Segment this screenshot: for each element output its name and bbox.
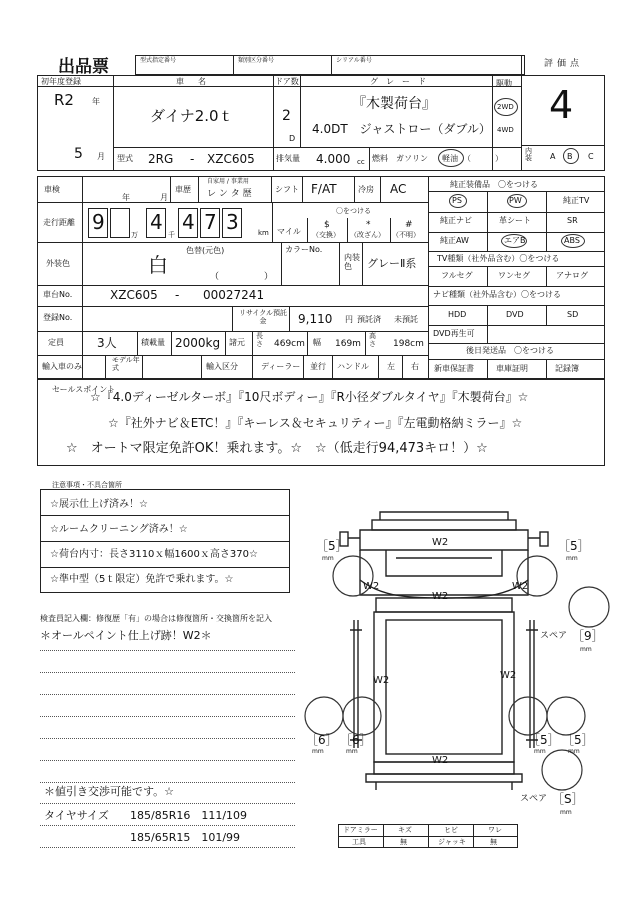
- post-header: 後日発送品 〇をつける: [466, 346, 554, 355]
- spare-tread-2-unit: mm: [560, 809, 572, 816]
- equipment-header: 純正装備品 〇をつける: [450, 180, 538, 189]
- deposited: 預託済: [357, 315, 381, 324]
- displacement-unit: cc: [357, 158, 365, 166]
- spare-tread-2: ［S］: [552, 792, 584, 806]
- spare-wheel-2: [542, 750, 582, 790]
- parts-head-crack: ヒビ: [444, 826, 458, 834]
- tread-front-left: ［5］: [316, 539, 348, 553]
- sheet-title: 出品票: [58, 57, 109, 77]
- mileage-circle-hint: 〇をつける: [336, 207, 371, 215]
- post-garage-cert: 車庫証明: [496, 364, 528, 373]
- mileage-digit-4: 7: [204, 210, 217, 234]
- damage-w2-right-door: W2: [512, 581, 529, 592]
- length-label: 長さ: [256, 332, 263, 348]
- damage-w2-roof: W2: [432, 537, 449, 548]
- history-label: 車歴: [175, 185, 191, 194]
- serial-label: シリアル番号: [336, 57, 372, 64]
- displacement-value: 4.000: [316, 152, 351, 166]
- tread-rear-right-outer: ［5］: [562, 733, 594, 747]
- orig-color-paren: （ ）: [210, 272, 274, 282]
- interior-grade-b: B: [567, 152, 573, 161]
- doors-label: ドア数: [275, 77, 299, 86]
- tread-front-left-unit: mm: [322, 555, 334, 562]
- width-value: 169m: [335, 339, 361, 349]
- inspection-label: 車検: [44, 185, 60, 194]
- load-value: 2000kg: [175, 336, 221, 350]
- not-deposited: 未預託: [394, 315, 418, 324]
- tread-rear-right-inner-unit: mm: [534, 748, 546, 755]
- grade-line1: 『木製荷台』: [352, 96, 436, 112]
- equip-airbag: エアB: [504, 236, 526, 245]
- spare-label-1: スペア: [540, 631, 568, 641]
- interior-grade-c: C: [588, 152, 594, 161]
- reg-label: 登録No.: [43, 313, 73, 322]
- equip-leather: 革シート: [499, 216, 531, 225]
- navi-sd: SD: [567, 310, 579, 319]
- tread-rear-left-outer: ［6］: [306, 733, 338, 747]
- length-value: 469cm: [274, 339, 305, 349]
- score-value: 4: [549, 83, 574, 127]
- model-code-label: 型式指定番号: [140, 57, 177, 64]
- damage-w2-front: W2: [432, 591, 449, 602]
- note-line-1: ☆展示仕上げ済み！☆: [50, 499, 148, 510]
- car-name-label: 車名: [176, 77, 220, 86]
- mileage-opt-unknown-sub: （不明）: [392, 231, 420, 239]
- first-reg-label: 初年度登録: [41, 77, 81, 86]
- exterior-value: 白: [148, 253, 168, 277]
- color-no-label: カラーNo.: [285, 245, 323, 254]
- height-value: 198cm: [393, 339, 424, 349]
- mileage-digit-2: 4: [150, 210, 163, 234]
- tread-rear-right-outer-unit: mm: [568, 748, 580, 755]
- damage-w2-left-door: W2: [363, 581, 380, 592]
- parts-jack-value: 無: [490, 838, 497, 846]
- parts-jack-label: ジャッキ: [438, 838, 466, 846]
- fuel-diesel: 軽油: [442, 154, 458, 163]
- sales-points-label: セールスポイント: [52, 385, 116, 394]
- post-warranty: 新車保証書: [434, 364, 474, 373]
- mileage-digit-5: 3: [226, 210, 239, 234]
- model-prefix: 2RG: [148, 152, 174, 166]
- damage-w2-right-bed: W2: [500, 670, 517, 681]
- navi-header: ナビ種類（社外品含む）〇をつける: [433, 290, 561, 299]
- year-suffix: 年: [92, 97, 100, 106]
- wheel-rear-left-outer: [305, 697, 343, 735]
- inspection-month: 月: [160, 193, 168, 202]
- tread-rear-left-inner-unit: mm: [346, 748, 358, 755]
- fuel-gasoline: ガソリン: [396, 154, 428, 163]
- category-label: 類別区分番号: [238, 57, 275, 64]
- truck-diagram: [300, 480, 620, 820]
- drive-2wd: 2WD: [497, 103, 514, 111]
- model-year-label: モデル年式: [112, 356, 140, 372]
- mileage-opt-tampered: *: [366, 220, 371, 230]
- equip-sr: SR: [567, 216, 578, 225]
- chassis-number: 00027241: [203, 288, 265, 302]
- sales-line-2: ☆『社外ナビ＆ETC！』『キーレス＆セキュリティー』『左電動格納ミラー』☆: [108, 416, 523, 430]
- spare-tread-1-unit: mm: [580, 646, 592, 653]
- import-only-label: 輸入車のみ: [42, 362, 82, 371]
- parts-tools-label: 工具: [352, 838, 366, 846]
- chassis-model: XZC605: [110, 288, 158, 302]
- wheel-rear-right-inner: [509, 697, 547, 735]
- model-dash: -: [190, 152, 195, 166]
- doors-value: 2: [282, 108, 291, 124]
- first-reg-era: R2: [54, 91, 74, 109]
- navi-hdd: HDD: [448, 310, 467, 319]
- capacity-label: 定員: [48, 338, 64, 347]
- parts-head-mirror: ドアミラー: [343, 826, 378, 834]
- handle-label: ハンドル: [337, 362, 369, 371]
- tire-size-2: 185/65R15 101/99: [130, 831, 241, 844]
- cab-roof-line: [380, 512, 508, 520]
- mileage-km: km: [258, 229, 269, 237]
- first-reg-month: 5: [74, 146, 83, 162]
- grade-line2: 4.0DT ジャストロー（ダブル）: [312, 122, 491, 136]
- interior-color-label: 内装色: [344, 253, 360, 271]
- capacity-value: 3人: [97, 336, 117, 350]
- interior-grade-a: A: [550, 152, 556, 161]
- spare-label-2: スペア: [520, 794, 548, 804]
- handle-left: 左: [387, 362, 395, 371]
- recycle-amount: 9,110: [298, 312, 333, 326]
- tread-rear-right-inner: ［5］: [528, 733, 560, 747]
- tire-size-label: タイヤサイズ: [44, 809, 109, 822]
- chassis-dash: -: [175, 288, 180, 302]
- parts-head-scratch: キズ: [398, 826, 412, 834]
- mileage-opt-exchange-sub: （交換）: [312, 231, 340, 239]
- fuel-other: （ ）: [463, 154, 503, 163]
- displacement-label: 排気量: [276, 154, 300, 163]
- drive-label: 駆動: [496, 79, 512, 88]
- parallel-option: 並行: [310, 362, 326, 371]
- drive-4wd: 4WD: [497, 126, 514, 134]
- inspector-line-1: ＊オールペイント仕上げ跡！W2＊: [40, 629, 212, 642]
- month-suffix: 月: [97, 152, 105, 161]
- damage-w2-left-bed: W2: [373, 675, 390, 686]
- damage-w2-rear: W2: [432, 755, 449, 766]
- note-line-4: ☆準中型（5ｔ限定）免許で乗れます。☆: [50, 574, 234, 585]
- dims-label: 諸元: [229, 338, 245, 347]
- car-name: ダイナ2.0ｔ: [150, 107, 234, 125]
- history-value: レ ン タ 歴: [207, 189, 252, 199]
- door-type: D: [289, 134, 296, 143]
- tv-header: TV種類（社外品含む）〇をつける: [437, 254, 560, 263]
- sales-line-3: ☆ オートマ限定免許OK！乗れます。☆ ☆（低走行94,473キロ！）☆: [66, 441, 488, 456]
- width-label: 幅: [313, 338, 321, 347]
- mileage-sen: 千: [168, 231, 175, 239]
- equip-tv: 純正TV: [563, 196, 590, 205]
- interior-label: 内装: [525, 147, 532, 162]
- tv-oneseg: ワンセグ: [498, 271, 530, 280]
- notes-label: 注意事項・不具合箇所: [52, 481, 122, 489]
- recycle-unit: 円: [345, 315, 353, 324]
- note-line-3: ☆荷台内寸：長さ3110ｘ幅1600ｘ高さ370☆: [50, 549, 258, 560]
- height-label: 高さ: [369, 332, 376, 348]
- tire-size-1: 185/85R16 111/109: [130, 809, 248, 822]
- shift-label: シフト: [275, 185, 299, 194]
- parts-head-break: ワレ: [488, 826, 502, 834]
- spare-wheel-1: [569, 587, 609, 627]
- equip-ps: PS: [452, 196, 462, 205]
- inspection-year: 年: [122, 193, 130, 202]
- parts-tools-value: 無: [400, 838, 407, 846]
- dvd-label: DVD再生可: [433, 329, 475, 338]
- model-code: XZC605: [207, 152, 255, 166]
- interior-color-value: グレーⅡ系: [367, 257, 417, 270]
- inspector-line-2: ＊値引き交渉可能です。☆: [44, 785, 174, 798]
- tread-front-right-unit: mm: [566, 555, 578, 562]
- equip-abs: ABS: [564, 236, 580, 245]
- model-label: 型式: [117, 154, 133, 163]
- mileage-opt-unknown: #: [405, 220, 413, 230]
- mile-label: マイル: [277, 227, 301, 236]
- post-records: 記録簿: [555, 364, 579, 373]
- navi-dvd: DVD: [506, 310, 524, 319]
- dealer-option: ディーラー: [261, 362, 301, 371]
- recycle-label: リサイクル預託金: [238, 309, 288, 326]
- handle-right: 右: [411, 362, 419, 371]
- shift-value: F/AT: [311, 182, 337, 196]
- tread-rear-left-inner: ［6］: [340, 733, 372, 747]
- header-codes-box: [135, 55, 525, 75]
- load-label: 積載量: [141, 338, 165, 347]
- mileage-digit-3: 4: [182, 210, 195, 234]
- ac-value: AC: [390, 182, 407, 196]
- sales-line-1: ☆『4.0ディーゼルターボ』『10尺ボディー』『R小径ダブルタイヤ』『木製荷台』☆: [90, 390, 529, 404]
- wheel-rear-left-inner: [343, 697, 381, 735]
- grade-label: グレード: [370, 77, 434, 86]
- mileage-opt-exchange: $: [324, 220, 330, 230]
- score-label: 評価点: [544, 59, 584, 69]
- tread-front-right: ［5］: [558, 539, 590, 553]
- mileage-label: 走行距離: [43, 218, 75, 227]
- orig-color-label: 色替(元色): [186, 246, 225, 255]
- fuel-label: 燃料: [372, 154, 388, 163]
- equip-navi: 純正ナビ: [440, 216, 472, 225]
- mileage-digit-1: 9: [92, 210, 105, 234]
- wheel-rear-right-outer: [547, 697, 585, 735]
- ac-label: 冷房: [358, 185, 374, 194]
- chassis-label: 車台No.: [43, 290, 73, 299]
- mileage-man: 万: [131, 231, 138, 239]
- tv-analog: アナログ: [556, 271, 588, 280]
- tv-fullseg: フルセグ: [441, 271, 473, 280]
- exterior-label: 外装色: [46, 259, 70, 268]
- equip-pw: PW: [509, 196, 522, 205]
- history-sub: 自家用 / 事業用: [207, 178, 249, 185]
- note-line-2: ☆ルームクリーニング済み！☆: [50, 524, 188, 535]
- equip-aw: 純正AW: [440, 236, 469, 245]
- mileage-opt-tampered-sub: （改ざん）: [350, 231, 385, 239]
- inspector-label: 検査員記入欄：修復歴「有」の場合は修復箇所・交換箇所を記入: [40, 614, 272, 623]
- spare-tread-1: ［9］: [572, 629, 604, 643]
- import-class-label: 輸入区分: [206, 362, 238, 371]
- tread-rear-left-outer-unit: mm: [312, 748, 324, 755]
